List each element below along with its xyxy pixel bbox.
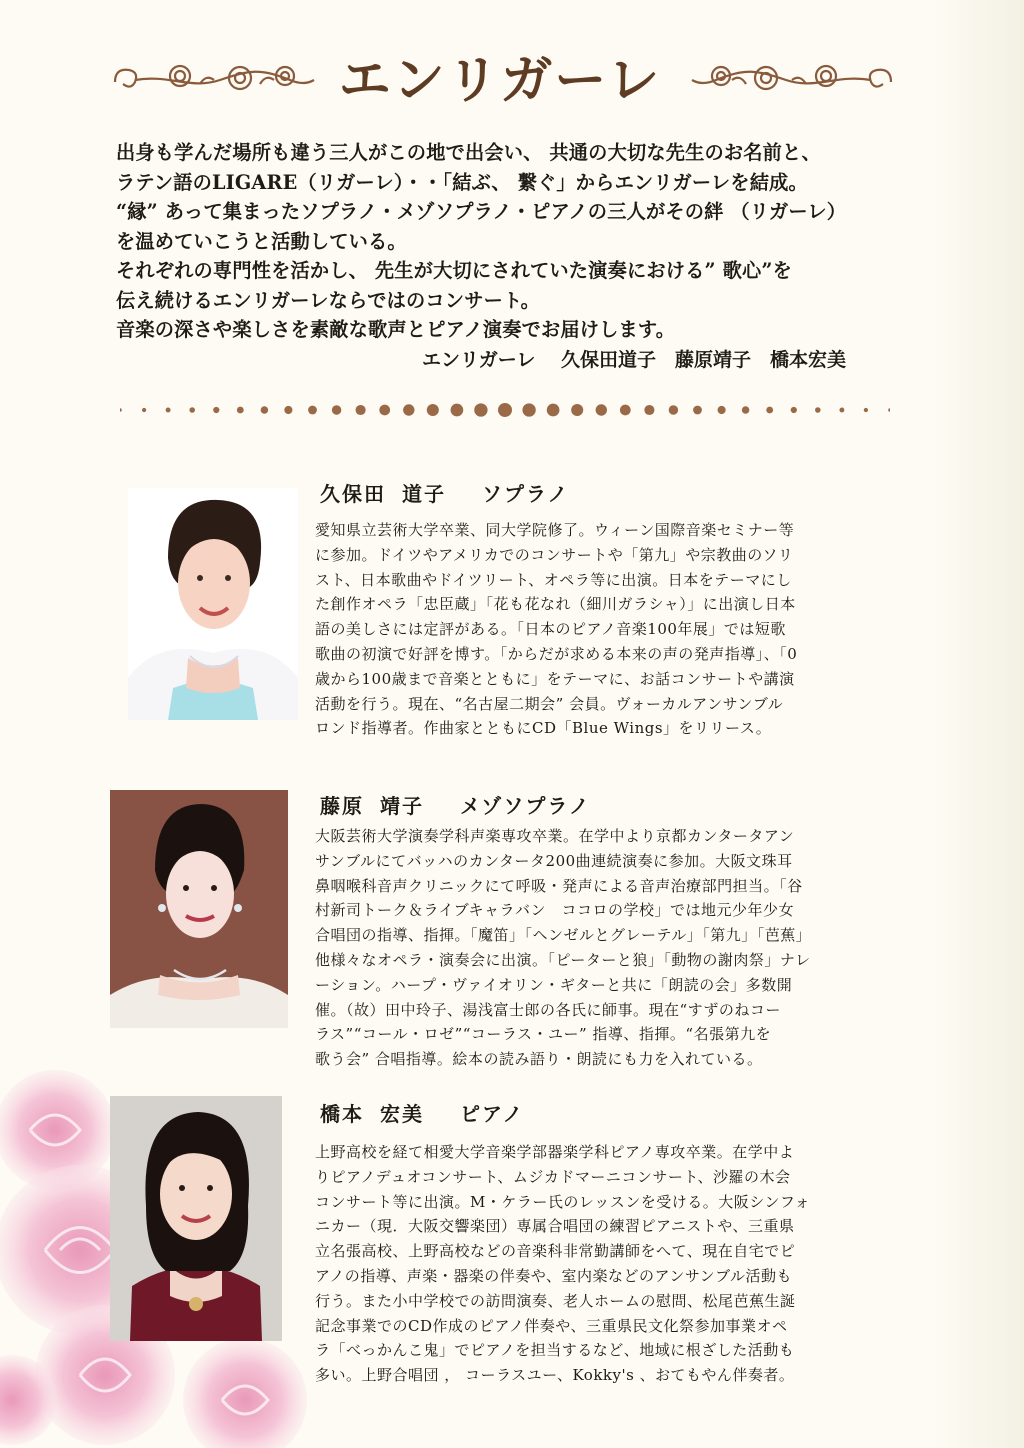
profile-hashimoto — [108, 1096, 908, 1385]
bio-line: ロンド指導者。作曲家とともにCD「Blue Wings」をリリース。 — [315, 719, 772, 738]
bio-line: 愛知県立芸術大学卒業、同大学院修了。ウィーン国際音楽セミナー等 — [315, 521, 795, 539]
page-title: エンリガーレ — [338, 50, 662, 111]
bio-line: 立名張高校、上野高校などの音楽科非常勤講師をへて、現在自宅でピ — [315, 1242, 796, 1261]
bio-line: 上野高校を経て相愛大学音楽学部器楽学科ピアノ専攻卒業。在学中よ — [315, 1143, 795, 1161]
intro-line: 伝え続けるエンリガーレならではのコンサート。 — [116, 288, 541, 312]
divider-dot — [693, 406, 702, 415]
intro-line: それぞれの専門性を活かし、 先生が大切にされていた演奏における” 歌心”を — [116, 259, 793, 282]
divider-dot — [791, 407, 797, 413]
divider-dot — [356, 405, 366, 415]
bio-line: ラス”“コール・ロゼ”“コーラス・ユー” 指導、指揮。“名張第九を — [315, 1025, 772, 1044]
divider-dot — [498, 403, 512, 417]
divider-dot — [237, 407, 244, 414]
divider-dot — [284, 406, 292, 414]
bio-line: 語の美しさには定評がある。「日本のピアノ音楽100年展」では短歌 — [315, 620, 786, 639]
divider-dot — [839, 408, 844, 413]
divider-dot — [547, 404, 560, 417]
bio-line: に参加。ドイツやアメリカでのコンサートや「第九」や宗教曲のソリ — [315, 545, 794, 564]
given-name: 道子 — [402, 482, 446, 506]
bio-line: 大阪芸術大学演奏学科声楽専攻卒業。在学中より京都カンタータアン — [315, 827, 795, 845]
divider-dot — [864, 408, 868, 412]
divider-dot — [522, 403, 535, 416]
bio-line: 多い。上野合唱団 ， コーラスユー、Kokky's 、おてもやん伴奏者。 — [315, 1366, 795, 1385]
divider-dot — [718, 406, 726, 414]
divider-dot — [620, 405, 631, 416]
bio-line: ニカー（現．大阪交響楽団）専属合唱団の練習ピアニストや、三重県 — [315, 1217, 795, 1236]
bio-line: 合唱団の指導、指揮。「魔笛」「ヘンゼルとグレーテル」「第九」「芭蕉」 — [315, 926, 812, 945]
divider-dot — [403, 404, 414, 415]
bio-line: ラ「べっかんこ鬼」でピアノを担当するなど、地域に根ざした活動も — [315, 1341, 795, 1360]
divider-dot — [308, 406, 317, 415]
divider-dot — [120, 408, 122, 412]
divider-dot — [669, 405, 678, 414]
profile-fujiwara — [108, 790, 908, 1069]
bio-line: 歌う会” 合唱指導。絵本の読み語り・朗読にも力を入れている。 — [315, 1050, 763, 1069]
intro-line: 音楽の深さや楽しさを素敵な歌声とピアノ演奏でお届けします。 — [116, 318, 676, 341]
divider-dot — [888, 408, 890, 412]
divider-dot — [742, 406, 750, 414]
bio-line: 催。（故）田中玲子、湯浅富士郎の各氏に師事。現在“すずのねコー — [315, 1000, 781, 1019]
bio-line: た創作オペラ「忠臣蔵」「花も花なれ（細川ガラシャ）」に出演し日本 — [315, 595, 796, 614]
divider-dot — [261, 406, 269, 414]
performer-bio — [315, 518, 915, 741]
given-name: 靖子 — [380, 794, 424, 818]
divider-dot — [451, 404, 464, 417]
divider-dot — [596, 404, 607, 415]
portrait-photo-fujiwara — [110, 790, 288, 1028]
divider-dot — [379, 405, 390, 416]
bio-line: りピアノデュオコンサート、ムジカドマーニコンサート、沙羅の木会 — [315, 1167, 791, 1186]
bio-line: 他様々なオペラ・演奏会に出演。「ピーターと狼」「動物の謝肉祭」ナレ — [315, 950, 811, 969]
performer-name — [320, 478, 569, 507]
bio-line: 歌曲の初演で好評を博す。「からだが求める本来の声の発声指導」、「0 — [315, 644, 798, 663]
family-name: 藤原 — [320, 794, 364, 818]
performer-bio — [315, 1140, 915, 1388]
divider-dot — [474, 403, 487, 416]
profile-kubota — [108, 478, 908, 738]
header — [100, 42, 900, 122]
scroll-rose-ornament-left — [110, 54, 320, 104]
family-name: 橋本 — [320, 1102, 364, 1126]
intro-text — [116, 138, 906, 375]
divider-dot — [142, 408, 146, 412]
bio-line: サンブルにてバッハのカンタータ200曲連続演奏に参加。大阪文珠耳 — [315, 851, 793, 870]
divider-dot — [166, 408, 171, 413]
voice-part: ソプラノ — [482, 482, 570, 506]
divider-dot — [644, 405, 654, 415]
divider-dot — [213, 407, 219, 413]
voice-part: ピアノ — [460, 1102, 525, 1126]
bio-line: 行う。また小中学校での訪問演奏、老人ホームの慰問、松尾芭蕉生誕 — [315, 1291, 796, 1310]
family-name: 久保田 — [320, 482, 386, 506]
bio-line: 活動を行う。現在、“名古屋二期会” 会員。ヴォーカルアンサンブル — [315, 694, 784, 713]
performer-bio — [315, 824, 915, 1072]
performer-name — [320, 1098, 524, 1127]
divider-dot — [571, 404, 583, 416]
bio-line: コンサート等に出演。M・ケラー氏のレッスンを受ける。大阪シンフォ — [315, 1192, 811, 1211]
bio-line: 歳から100歳まで音楽とともに」をテーマに、お話コンサートや講演 — [315, 669, 795, 688]
intro-line: “縁” あって集まったソプラノ・メゾソプラノ・ピアノの三人がその絆 （リガーレ） — [116, 200, 847, 223]
given-name: 宏美 — [380, 1102, 424, 1126]
performer-name — [320, 790, 591, 819]
bio-line: 村新司トーク＆ライブキャラバン ココロの学校」では地元少年少女 — [315, 901, 795, 920]
bio-line: 鼻咽喉科音声クリニックにて呼吸・発声による音声治療部門担当。「谷 — [315, 876, 803, 895]
divider-dot — [815, 407, 821, 413]
divider-dot — [332, 405, 341, 414]
paper-edge-shade — [934, 0, 1024, 1448]
bio-line: 記念事業でのCD作成のピアノ伴奏や、三重県民文化祭参加事業オペ — [315, 1316, 788, 1335]
intro-line: ラテン語のLIGARE（リガーレ）・・「結ぶ、 繋ぐ」からエンリガーレを結成。 — [116, 170, 808, 194]
dotted-divider — [120, 399, 890, 421]
scroll-rose-ornament-right — [686, 54, 896, 104]
bio-line: スト、日本歌曲やドイツリート、オペラ等に出演。日本をテーマにし — [315, 570, 792, 589]
bio-line: アノの指導、声楽・器楽の伴奏や、室内楽などのアンサンブル活動も — [315, 1266, 793, 1285]
voice-part: メゾソプラノ — [460, 794, 591, 818]
divider-dot — [427, 404, 439, 416]
intro-signature: エンリガーレ 久保田道子 藤原靖子 橋本宏美 — [422, 348, 847, 371]
portrait-photo-hashimoto — [110, 1096, 282, 1341]
portrait-photo-kubota — [128, 488, 298, 720]
bio-line: ーション。ハープ・ヴァイオリン・ギターと共に「朗読の会」多数開 — [315, 975, 793, 994]
divider-dot — [766, 407, 773, 414]
intro-line: 出身も学んだ場所も違う三人がこの地で出会い、 共通の大切な先生のお名前と、 — [116, 141, 821, 164]
divider-dot — [189, 407, 195, 413]
intro-line: を温めていこうと活動している。 — [116, 229, 407, 253]
